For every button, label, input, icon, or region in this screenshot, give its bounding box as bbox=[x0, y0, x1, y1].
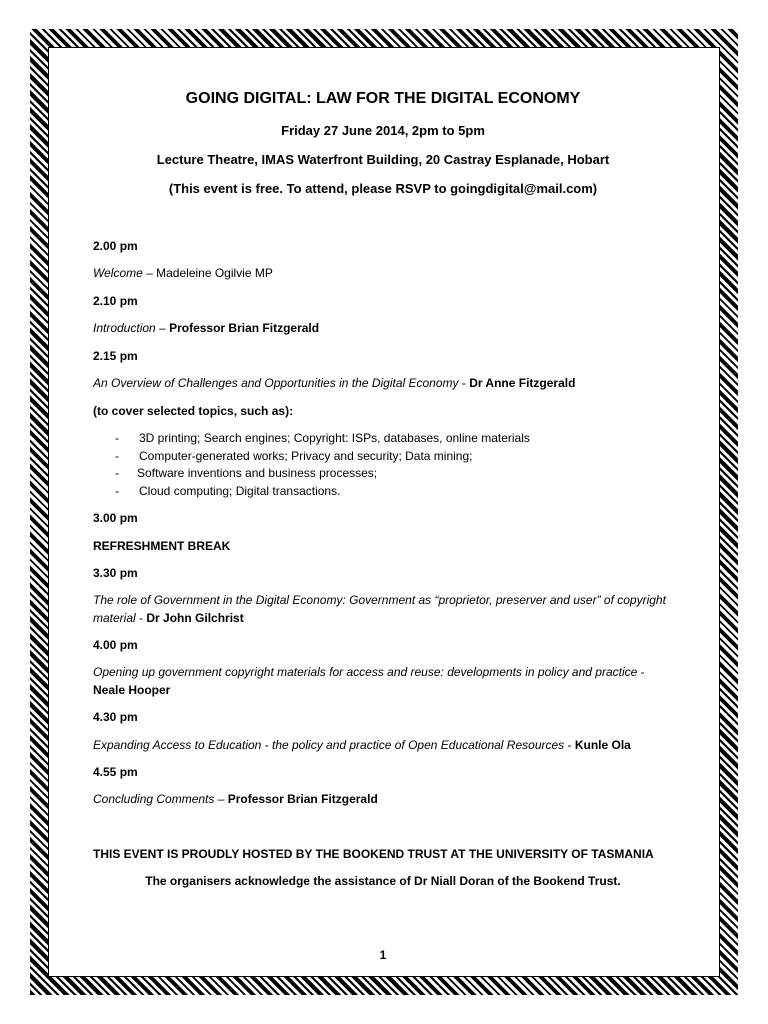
bullet-marker: - bbox=[115, 431, 119, 445]
agenda-time: 4.00 pm bbox=[93, 638, 138, 652]
list-item bbox=[115, 465, 530, 483]
agenda-time: 3.30 pm bbox=[93, 566, 138, 580]
agenda-time: 2.10 pm bbox=[93, 294, 138, 308]
agenda-speaker: Neale Hooper bbox=[93, 683, 171, 697]
topic-text: Software inventions and business processes; bbox=[137, 466, 378, 480]
bullet-marker: - bbox=[115, 466, 119, 480]
agenda-separator: - bbox=[564, 738, 575, 752]
bullet-marker: - bbox=[115, 483, 119, 498]
topic-list bbox=[115, 430, 530, 500]
topic-text: Cloud computing; Digital transactions. bbox=[139, 483, 341, 498]
agenda-title: Introduction bbox=[93, 321, 156, 335]
agenda-separator: – bbox=[214, 792, 228, 806]
topic-text: 3D printing; Search engines; Copyright: ISPs, databases, online materials bbox=[139, 431, 530, 445]
agenda-title: Concluding Comments bbox=[93, 792, 215, 806]
agenda-item bbox=[93, 591, 668, 627]
agenda-separator: - bbox=[637, 665, 645, 679]
agenda-speaker: Dr John Gilchrist bbox=[146, 611, 244, 625]
agenda-separator: – bbox=[142, 266, 157, 280]
topic-text: Computer-generated works; Privacy and security; Data mining; bbox=[139, 448, 473, 463]
hosted-by: THIS EVENT IS PROUDLY HOSTED BY THE BOOKEND TRUST AT THE UNIVERSITY OF TASMANIA bbox=[93, 847, 654, 861]
agenda-separator: - bbox=[135, 611, 147, 625]
agenda-item bbox=[93, 266, 273, 280]
event-venue: Lecture Theatre, IMAS Waterfront Building, 20 Castray Esplanade, Hobart bbox=[156, 152, 610, 167]
agenda-note: (to cover selected topics, such as): bbox=[93, 404, 294, 418]
event-rsvp: (This event is free. To attend, please RSVP to goingdigital@mail.com) bbox=[168, 181, 598, 196]
agenda-separator: - bbox=[458, 376, 470, 390]
agenda-item bbox=[93, 738, 631, 752]
list-item bbox=[115, 483, 530, 501]
page-number: 1 bbox=[379, 948, 387, 962]
agenda-title: Opening up government copyright materials for access and reuse: developments in policy and practice bbox=[93, 665, 638, 679]
agenda-title: Expanding Access to Education - the policy and practice of Open Educational Resources bbox=[93, 738, 565, 752]
agenda-time: 3.00 pm bbox=[93, 511, 138, 525]
agenda-title: Welcome bbox=[93, 266, 143, 280]
agenda-item bbox=[93, 792, 378, 806]
agenda-title: The role of Government in the Digital Economy: Government as “proprietor, preserver and user” of copyright material bbox=[93, 593, 666, 625]
agenda-item bbox=[93, 376, 575, 390]
agenda-separator: – bbox=[155, 321, 170, 335]
agenda-time: 4.55 pm bbox=[93, 765, 138, 779]
agenda-item bbox=[93, 663, 668, 699]
agenda-speaker: Dr Anne Fitzgerald bbox=[469, 376, 576, 390]
agenda-speaker: Professor Brian Fitzgerald bbox=[227, 792, 378, 806]
acknowledgement: The organisers acknowledge the assistance of Dr Niall Doran of the Bookend Trust. bbox=[145, 874, 621, 888]
agenda-time: 2.15 pm bbox=[93, 349, 138, 363]
agenda-speaker: Kunle Ola bbox=[574, 738, 631, 752]
agenda-title: An Overview of Challenges and Opportunities in the Digital Economy bbox=[93, 376, 459, 390]
bullet-marker: - bbox=[115, 448, 119, 463]
agenda-speaker: Professor Brian Fitzgerald bbox=[169, 321, 320, 335]
agenda-break: REFRESHMENT BREAK bbox=[93, 539, 231, 553]
agenda-time: 4.30 pm bbox=[93, 710, 138, 724]
list-item bbox=[115, 448, 530, 466]
agenda-time: 2.00 pm bbox=[93, 239, 138, 253]
agenda-speaker: Madeleine Ogilvie MP bbox=[156, 266, 273, 280]
event-date: Friday 27 June 2014, 2pm to 5pm bbox=[281, 123, 485, 138]
list-item bbox=[115, 430, 530, 448]
document-title: GOING DIGITAL: LAW FOR THE DIGITAL ECONOMY bbox=[185, 90, 581, 107]
agenda-item bbox=[93, 321, 319, 335]
